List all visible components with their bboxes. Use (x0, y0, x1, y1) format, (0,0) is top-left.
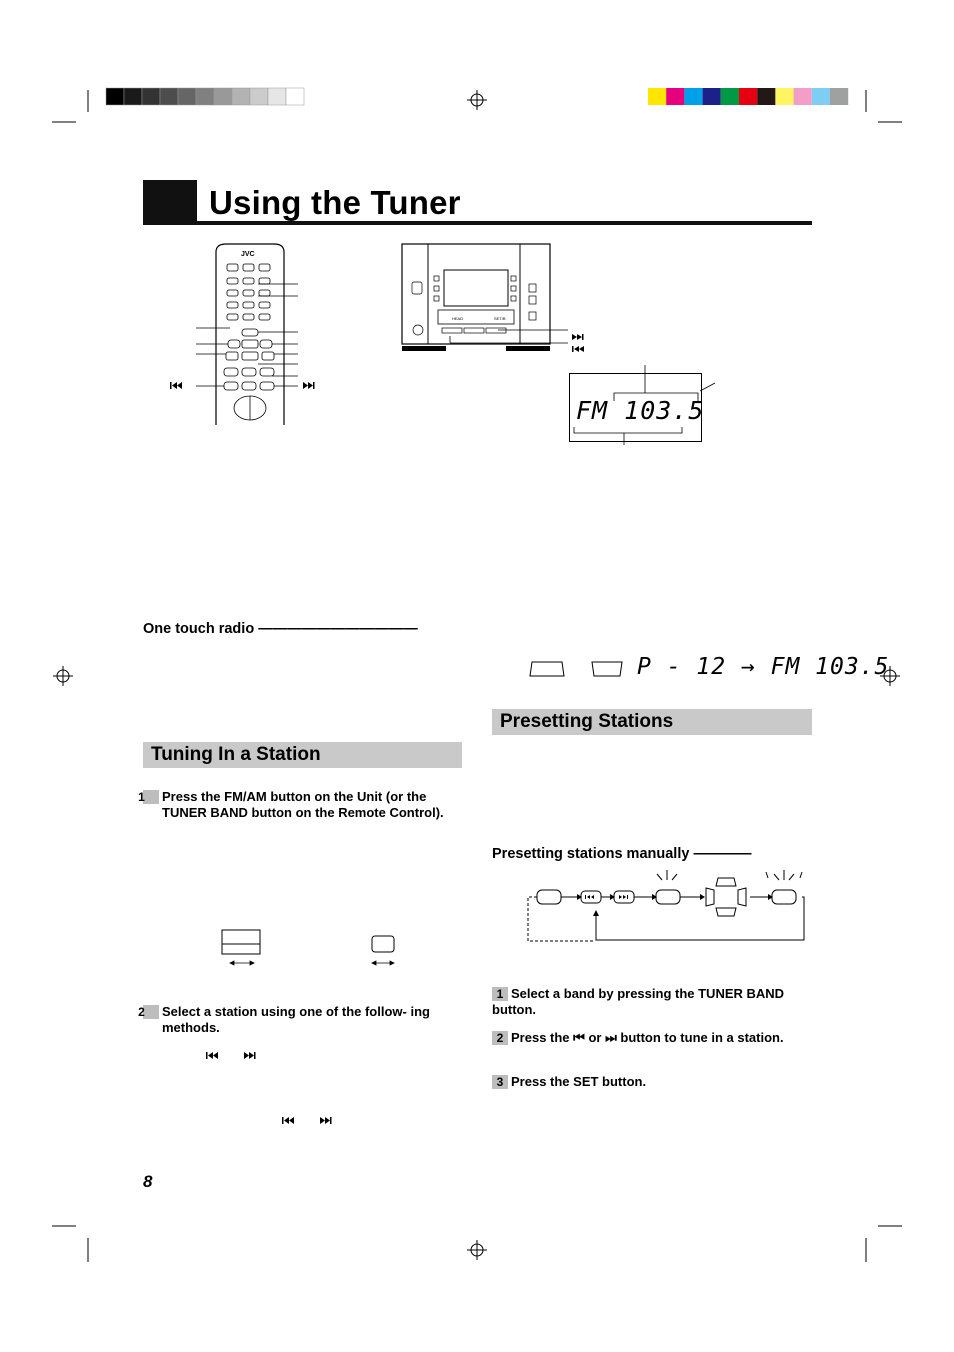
color-swatch (703, 88, 721, 105)
tuning-step-2 (138, 1004, 461, 1036)
manual-preset-heading: Presetting stations manually ———— (492, 846, 752, 862)
tuning-step-1 (138, 789, 461, 821)
step-number: 1 (492, 987, 508, 1001)
skip-back-icon (572, 346, 584, 352)
skip-forward-icon (572, 334, 584, 340)
color-swatch (830, 88, 848, 105)
manual-preset-flow-figure (522, 866, 812, 946)
gray-swatch (106, 88, 124, 105)
tuning-heading: Tuning In a Station (151, 744, 321, 765)
unit-label-set: SET/B (494, 316, 506, 321)
remote-brand: JVC (241, 251, 255, 258)
gray-swatch (124, 88, 142, 105)
remote-control-figure (160, 240, 330, 425)
gray-scale-bar (106, 88, 304, 105)
skip-forward-icon (303, 382, 315, 389)
gray-swatch (160, 88, 178, 105)
step-number: 1 (143, 790, 159, 804)
step-text: Select a station using one of the follow- ing methods. (162, 1004, 430, 1035)
display-reading: FM 103.5 (576, 396, 705, 425)
step-number: 2 (143, 1005, 159, 1019)
gray-swatch (196, 88, 214, 105)
color-swatch (775, 88, 793, 105)
tuning-heading-bar (143, 742, 462, 768)
color-swatch (739, 88, 757, 105)
skip-forward-icon (244, 1052, 256, 1059)
gray-swatch (286, 88, 304, 105)
gray-swatch (232, 88, 250, 105)
title-marker (143, 180, 197, 224)
skip-forward-icon (320, 1117, 332, 1124)
gray-swatch (214, 88, 232, 105)
gray-swatch (250, 88, 268, 105)
step-number: 3 (492, 1075, 508, 1089)
color-bar (648, 88, 848, 105)
step-number: 2 (492, 1031, 508, 1045)
step-text: Press the FM/AM button on the Unit (or the TUNER BAND button on the Remote Control). (162, 789, 444, 820)
page-title: Using the Tuner (209, 184, 461, 221)
title-rule (143, 221, 812, 225)
presetting-heading-bar (492, 709, 812, 735)
unit-label-head: HEAD (452, 316, 464, 321)
preset-sequence-display: P - 12 → FM 103.5 (637, 654, 890, 680)
skip-back-icon (206, 1052, 218, 1059)
color-swatch (666, 88, 684, 105)
page-number: 8 (143, 1172, 153, 1191)
gray-swatch (142, 88, 160, 105)
color-swatch (794, 88, 812, 105)
color-swatch (812, 88, 830, 105)
presetting-step-1 (492, 986, 812, 1018)
color-swatch (757, 88, 775, 105)
color-swatch (721, 88, 739, 105)
step-text: Press the ⏮ or ⏭ button to tune in a station. (511, 1030, 784, 1045)
gray-swatch (268, 88, 286, 105)
presetting-heading: Presetting Stations (500, 711, 674, 732)
skip-back-icon (170, 382, 182, 389)
step-text: Select a band by pressing the TUNER BAND button. (492, 986, 785, 1017)
preset-buttons-figure (526, 656, 636, 682)
presetting-step-2 (492, 1030, 812, 1046)
main-unit-figure (398, 240, 598, 360)
band-buttons-figure (218, 926, 408, 970)
gray-swatch (178, 88, 196, 105)
step-text: Press the SET button. (511, 1074, 647, 1089)
skip-buttons-inline (200, 1048, 350, 1128)
one-touch-heading: One touch radio ——————————— (143, 621, 418, 637)
skip-back-icon (282, 1117, 294, 1124)
presetting-step-3 (492, 1074, 812, 1090)
color-swatch (648, 88, 666, 105)
color-swatch (684, 88, 702, 105)
